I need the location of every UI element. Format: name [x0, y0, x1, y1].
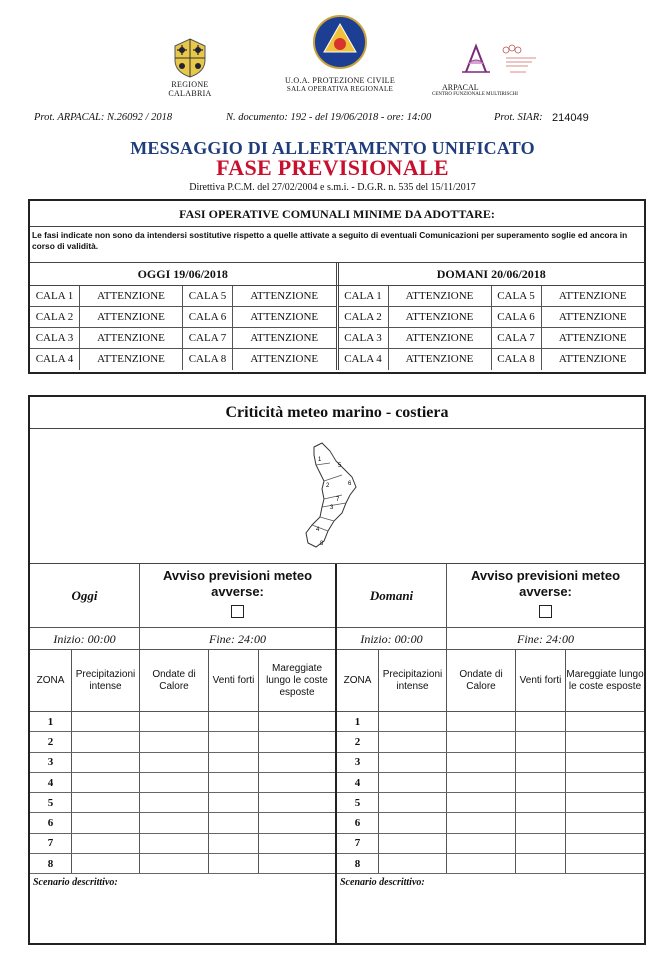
zone-cell: CALA 5: [183, 286, 233, 306]
cell: [379, 834, 447, 853]
table-row: [337, 793, 644, 813]
table-row: [30, 712, 335, 732]
phase-cell: ATTENZIONE: [389, 286, 492, 306]
zone-cell: CALA 1: [339, 286, 389, 306]
cell: [379, 732, 447, 751]
scenario-label: Scenario descrittivo:: [340, 877, 425, 889]
oggi-label: OGGI 19/06/2018: [30, 263, 339, 285]
arpacal-logo-icon: [428, 42, 548, 76]
calabria-zones-map-icon: [30, 429, 644, 564]
zone-number: 6: [337, 813, 379, 832]
phase-cell: ATTENZIONE: [389, 349, 492, 370]
criticita-title: Criticità meteo marino - costiera: [30, 397, 644, 429]
zone-number: 3: [337, 753, 379, 772]
calabria-map: [30, 429, 644, 564]
cell: [447, 773, 516, 792]
avviso-block: [447, 564, 644, 627]
table-row: [337, 834, 644, 854]
phase-cell: ATTENZIONE: [250, 311, 319, 323]
cell: [566, 834, 644, 853]
cell: [516, 732, 566, 751]
fasi-domani: [339, 286, 645, 370]
avviso-text: Avviso previsioni meteo avverse:: [162, 568, 313, 599]
table-header: [30, 650, 335, 712]
cell: [566, 712, 644, 731]
col-precipitazioni: Precipitazioni intense: [379, 650, 447, 711]
phase-cell: ATTENZIONE: [250, 353, 319, 365]
zone-number: 1: [30, 712, 72, 731]
table-row: [30, 834, 335, 854]
map-zone-label: 4: [316, 527, 320, 533]
avviso-block: [140, 564, 335, 627]
cell: [72, 712, 140, 731]
table-row: [337, 753, 644, 773]
table-row: [339, 307, 645, 328]
col-zona: ZONA: [337, 650, 379, 711]
protezione-civile-emblem-icon: [312, 14, 368, 70]
oggi-label: Oggi: [30, 564, 140, 627]
logo-pc-line1: U.O.A. PROTEZIONE CIVILE: [284, 76, 396, 85]
cell: [140, 753, 209, 772]
scenario-label: Scenario descrittivo:: [33, 877, 118, 889]
cell: [516, 712, 566, 731]
col-mareggiate: Mareggiate lungo le coste esposte: [566, 668, 644, 692]
table-row: [30, 328, 336, 349]
avviso-row: [337, 564, 644, 628]
inizio-label: Inizio: 00:00: [30, 628, 140, 649]
map-zone-label: 6: [348, 481, 352, 487]
table-row: [30, 349, 336, 370]
cell: [379, 773, 447, 792]
map-zone-label: 1: [318, 457, 322, 463]
cell: [259, 712, 335, 731]
logo-pc-line2: SALA OPERATIVA REGIONALE: [286, 85, 394, 93]
map-zone-label: 8: [320, 541, 324, 547]
table-row: [30, 286, 336, 307]
cell: [209, 854, 259, 873]
zone-number: 5: [337, 793, 379, 812]
zone-cell: CALA 2: [30, 307, 80, 327]
cell: [566, 732, 644, 751]
zone-number: 8: [30, 854, 72, 873]
fasi-header: FASI OPERATIVE COMUNALI MINIME DA ADOTTARE:: [30, 201, 644, 227]
table-row: [30, 307, 336, 328]
zone-cell: CALA 4: [339, 349, 389, 370]
zone-number: 7: [30, 834, 72, 853]
criticita-columns: [30, 564, 644, 943]
cell: [447, 712, 516, 731]
zone-cell: CALA 4: [30, 349, 80, 370]
phase-cell: ATTENZIONE: [250, 290, 319, 302]
phase-cell: ATTENZIONE: [250, 332, 319, 344]
title-direttiva: Direttiva P.C.M. del 27/02/2004 e s.m.i. - D.G.R. n. 535 del 15/11/2017: [189, 182, 476, 193]
criticita-domani: [337, 564, 644, 943]
title-fase: FASE PREVISIONALE: [216, 155, 449, 180]
zone-cell: CALA 7: [492, 328, 542, 348]
logo-regione-caption: REGIONE CALABRIA: [168, 80, 212, 98]
avviso-text: Avviso previsioni meteo avverse:: [470, 568, 621, 599]
cell: [566, 813, 644, 832]
zone-cell: CALA 8: [492, 349, 542, 370]
prot-siar-label: Prot. SIAR:: [494, 112, 543, 123]
logo-arpacal-sub: CENTRO FUNZIONALE MULTIRISCHI: [432, 92, 518, 97]
avviso-checkbox[interactable]: [539, 605, 552, 618]
zone-cell: CALA 1: [30, 286, 80, 306]
table-row: [337, 813, 644, 833]
logo-protezione-civile: [270, 14, 410, 93]
map-zone-label: 2: [326, 483, 330, 489]
table-header: [337, 650, 644, 712]
phase-cell: ATTENZIONE: [80, 328, 183, 348]
fasi-table: [30, 286, 644, 370]
phase-cell: ATTENZIONE: [80, 286, 183, 306]
cell: [447, 753, 516, 772]
zone-number: 7: [337, 834, 379, 853]
col-zona: ZONA: [30, 650, 72, 711]
cell: [72, 793, 140, 812]
cell: [140, 854, 209, 873]
cell: [209, 712, 259, 731]
col-venti: Venti forti: [209, 650, 259, 711]
cell: [72, 834, 140, 853]
cell: [209, 732, 259, 751]
cell: [566, 753, 644, 772]
cell: [566, 773, 644, 792]
cell: [259, 793, 335, 812]
cell: [447, 732, 516, 751]
regione-calabria-shield-icon: [173, 38, 207, 78]
zone-cell: CALA 6: [183, 307, 233, 327]
table-row: [30, 773, 335, 793]
phase-cell: ATTENZIONE: [80, 349, 183, 370]
cell: [209, 753, 259, 772]
cell: [140, 813, 209, 832]
cell: [516, 813, 566, 832]
zone-number: 4: [337, 773, 379, 792]
col-mareggiate: Mareggiate lungo le coste esposte: [266, 662, 328, 698]
cell: [259, 813, 335, 832]
cell: [379, 712, 447, 731]
inizio-label: Inizio: 00:00: [337, 628, 447, 649]
zone-number: 3: [30, 753, 72, 772]
cell: [72, 813, 140, 832]
cell: [566, 793, 644, 812]
cell: [140, 773, 209, 792]
zone-cell: CALA 3: [339, 328, 389, 348]
table-row: [30, 813, 335, 833]
cell: [209, 813, 259, 832]
table-row: [30, 793, 335, 813]
cell: [379, 813, 447, 832]
cell: [516, 854, 566, 873]
table-row: [337, 773, 644, 793]
cell: [209, 773, 259, 792]
cell: [259, 732, 335, 751]
table-row: [337, 732, 644, 752]
cell: [72, 753, 140, 772]
domani-label: DOMANI 20/06/2018: [436, 267, 546, 281]
phase-cell: ATTENZIONE: [558, 353, 627, 365]
table-row: [337, 854, 644, 874]
col-precipitazioni: Precipitazioni intense: [72, 650, 140, 711]
cell: [209, 834, 259, 853]
criticita-box: [28, 395, 646, 945]
cell: [72, 773, 140, 792]
phase-cell: ATTENZIONE: [558, 290, 627, 302]
cell: [447, 793, 516, 812]
zone-number: 6: [30, 813, 72, 832]
cell: [259, 854, 335, 873]
zone-number: 4: [30, 773, 72, 792]
fine-label: Fine: 24:00: [517, 632, 574, 646]
table-row: [30, 854, 335, 874]
cell: [72, 732, 140, 751]
cell: [447, 834, 516, 853]
criticita-oggi: [30, 564, 337, 943]
fine-label: Fine: 24:00: [209, 632, 266, 646]
zone-cell: CALA 7: [183, 328, 233, 348]
zone-number: 1: [337, 712, 379, 731]
col-venti: Venti forti: [516, 650, 566, 711]
phase-cell: ATTENZIONE: [80, 307, 183, 327]
cell: [379, 793, 447, 812]
zone-cell: CALA 3: [30, 328, 80, 348]
logo-arpacal: [428, 42, 558, 97]
avviso-row: [30, 564, 335, 628]
prot-siar-value: 214049: [552, 112, 589, 124]
logo-arpacal-name: ARPACAL: [442, 83, 479, 92]
cell: [516, 773, 566, 792]
cell: [209, 793, 259, 812]
cell: [516, 753, 566, 772]
cell: [140, 834, 209, 853]
cell: [140, 793, 209, 812]
prot-arpacal: Prot. ARPACAL: N.26092 / 2018: [34, 112, 173, 123]
table-row: [339, 286, 645, 307]
prot-documento: N. documento: 192 - del 19/06/2018 - ore: 14:00: [226, 112, 432, 123]
orari-row: [337, 628, 644, 650]
orari-row: [30, 628, 335, 650]
fasi-days: [30, 263, 644, 286]
table-row: [339, 349, 645, 370]
cell: [140, 712, 209, 731]
map-zone-label: 3: [330, 505, 334, 511]
zone-number: 2: [30, 732, 72, 751]
map-zone-label: 7: [336, 497, 340, 503]
domani-label: Domani: [337, 564, 447, 627]
fasi-oggi: [30, 286, 339, 370]
col-ondate-calore: Ondate di Calore: [140, 650, 209, 711]
zone-number: 8: [337, 854, 379, 873]
phase-cell: ATTENZIONE: [558, 311, 627, 323]
zone-cell: CALA 8: [183, 349, 233, 370]
zone-number: 2: [337, 732, 379, 751]
col-ondate-calore: Ondate di Calore: [447, 650, 516, 711]
cell: [259, 753, 335, 772]
zone-number: 5: [30, 793, 72, 812]
cell: [516, 793, 566, 812]
table-row: [337, 712, 644, 732]
phase-cell: ATTENZIONE: [389, 328, 492, 348]
title-messaggio: MESSAGGIO DI ALLERTAMENTO UNIFICATO: [130, 138, 535, 158]
cell: [447, 813, 516, 832]
fasi-operative-box: [28, 199, 646, 374]
cell: [379, 854, 447, 873]
cell: [140, 732, 209, 751]
phase-cell: ATTENZIONE: [558, 332, 627, 344]
cell: [259, 834, 335, 853]
cell: [379, 753, 447, 772]
cell: [447, 854, 516, 873]
cell: [516, 834, 566, 853]
avviso-checkbox[interactable]: [231, 605, 244, 618]
cell: [259, 773, 335, 792]
cell: [566, 854, 644, 873]
cell: [72, 854, 140, 873]
fasi-note: Le fasi indicate non sono da intendersi sostitutive rispetto a quelle attivate a seguito di eventuali Comunicazioni per superamento soglie ed ancora in corso di validità.: [30, 227, 644, 263]
table-row: [30, 753, 335, 773]
table-row: [30, 732, 335, 752]
logo-regione-calabria: [150, 38, 230, 98]
phase-cell: ATTENZIONE: [389, 307, 492, 327]
zone-cell: CALA 2: [339, 307, 389, 327]
map-zone-label: 5: [338, 463, 342, 469]
zone-cell: CALA 5: [492, 286, 542, 306]
zone-cell: CALA 6: [492, 307, 542, 327]
table-row: [339, 328, 645, 349]
